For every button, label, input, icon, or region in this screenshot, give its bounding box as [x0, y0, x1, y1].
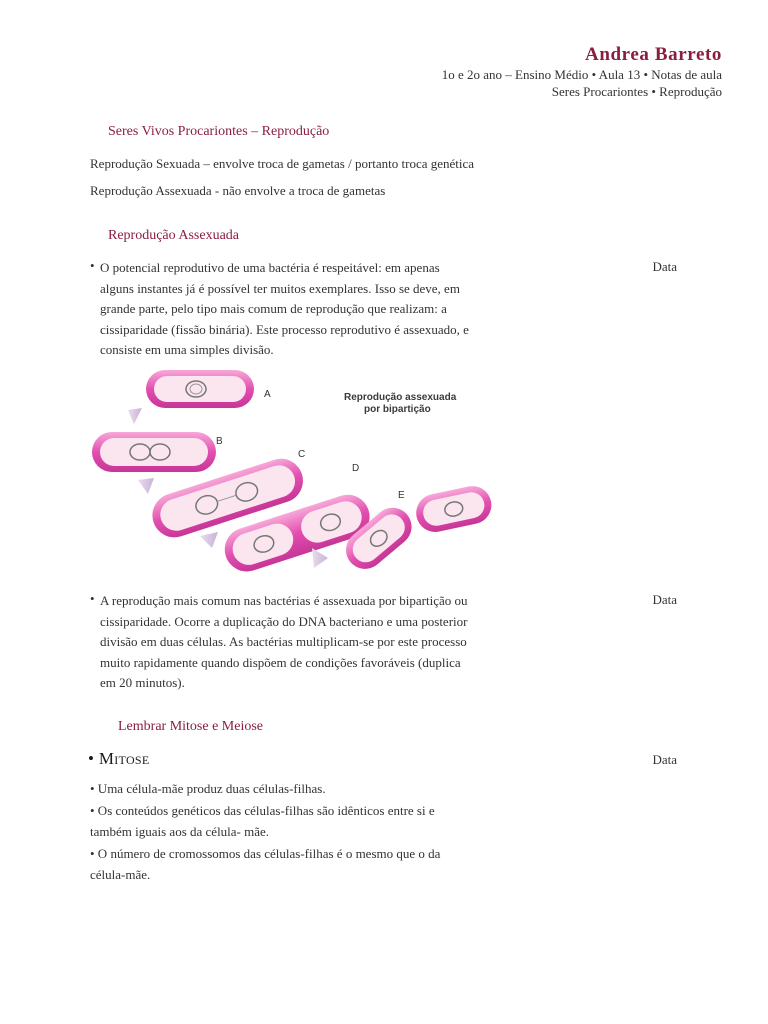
mitose-heading — [88, 749, 150, 769]
section-title-procariontes: Seres Vivos Procariontes – Reprodução — [108, 124, 330, 139]
binary-fission-illustration — [88, 364, 508, 584]
cell-b — [92, 432, 216, 472]
paragraph-potencial-reprodutivo: O potencial reprodutivo de uma bactéria é respeitável: em apenas alguns instantes já é possível ter muitos exemplares. Isso se deve, em grande parte, pelo tipo mais comum de reprodução que realizam: a cissiparidade (fissão binária). Este processo reprodutivo é assexuado, e consiste em uma simples divisão. — [100, 260, 469, 357]
mitose-bullet: • — [88, 749, 95, 768]
data-label: Data — [652, 592, 677, 607]
cell-e2 — [413, 483, 495, 536]
paragraph-bipartition: A reprodução mais comum nas bactérias é assexuada por bipartição ou cissiparidade. Ocorre a duplicação do DNA bacteriano e uma posterior divisão em duas células. As bactérias multiplicam-se por este processo muito rapidamente quando dispõem de condições favoráveis (duplica em 20 minutos). — [100, 593, 468, 690]
course-info: 1o e 2o ano – Ensino Médio • Aula 13 • Notas de aula — [441, 67, 722, 82]
cell-a — [146, 370, 254, 408]
data-label: Data — [652, 259, 677, 274]
section-title-mitose-meiose: Lembrar Mitose e Meiose — [118, 719, 264, 734]
mitose-item-3: • O número de cromossomos das células-filhas é o mesmo que o da célula-mãe. — [90, 846, 441, 882]
bullet-marker: • — [90, 591, 95, 606]
lesson-topic: Seres Procariontes • Reprodução — [551, 84, 722, 99]
data-label: Data — [652, 752, 677, 767]
figure-title-line2: por bipartição — [364, 404, 431, 415]
arrow-icon — [138, 478, 154, 494]
arrow-icon — [312, 548, 328, 568]
label-e: E — [398, 490, 405, 501]
label-a: A — [264, 389, 271, 400]
mitose-title: Mitose — [98, 749, 150, 768]
mitose-item-2: • Os conteúdos genéticos das células-filhas são idênticos entre si e também iguais aos da célula- mãe. — [90, 803, 435, 839]
label-d: D — [352, 463, 360, 474]
binary-fission-figure — [88, 364, 508, 584]
arrow-icon — [200, 532, 218, 548]
author-name: Andrea Barreto — [585, 44, 722, 65]
asexual-reproduction-line: Reprodução Assexuada - não envolve a troca de gametas — [90, 183, 386, 198]
sexual-reproduction-line: Reprodução Sexuada – envolve troca de gametas / portanto troca genética — [90, 156, 475, 171]
label-b: B — [216, 436, 223, 447]
arrow-icon — [128, 408, 142, 424]
mitose-item-1: • Uma célula-mãe produz duas células-filhas. — [90, 781, 326, 796]
bullet-marker: • — [90, 258, 95, 273]
figure-title-line1: Reprodução assexuada — [344, 392, 457, 403]
label-c: C — [298, 449, 306, 460]
section-title-assexuada: Reprodução Assexuada — [108, 228, 240, 243]
